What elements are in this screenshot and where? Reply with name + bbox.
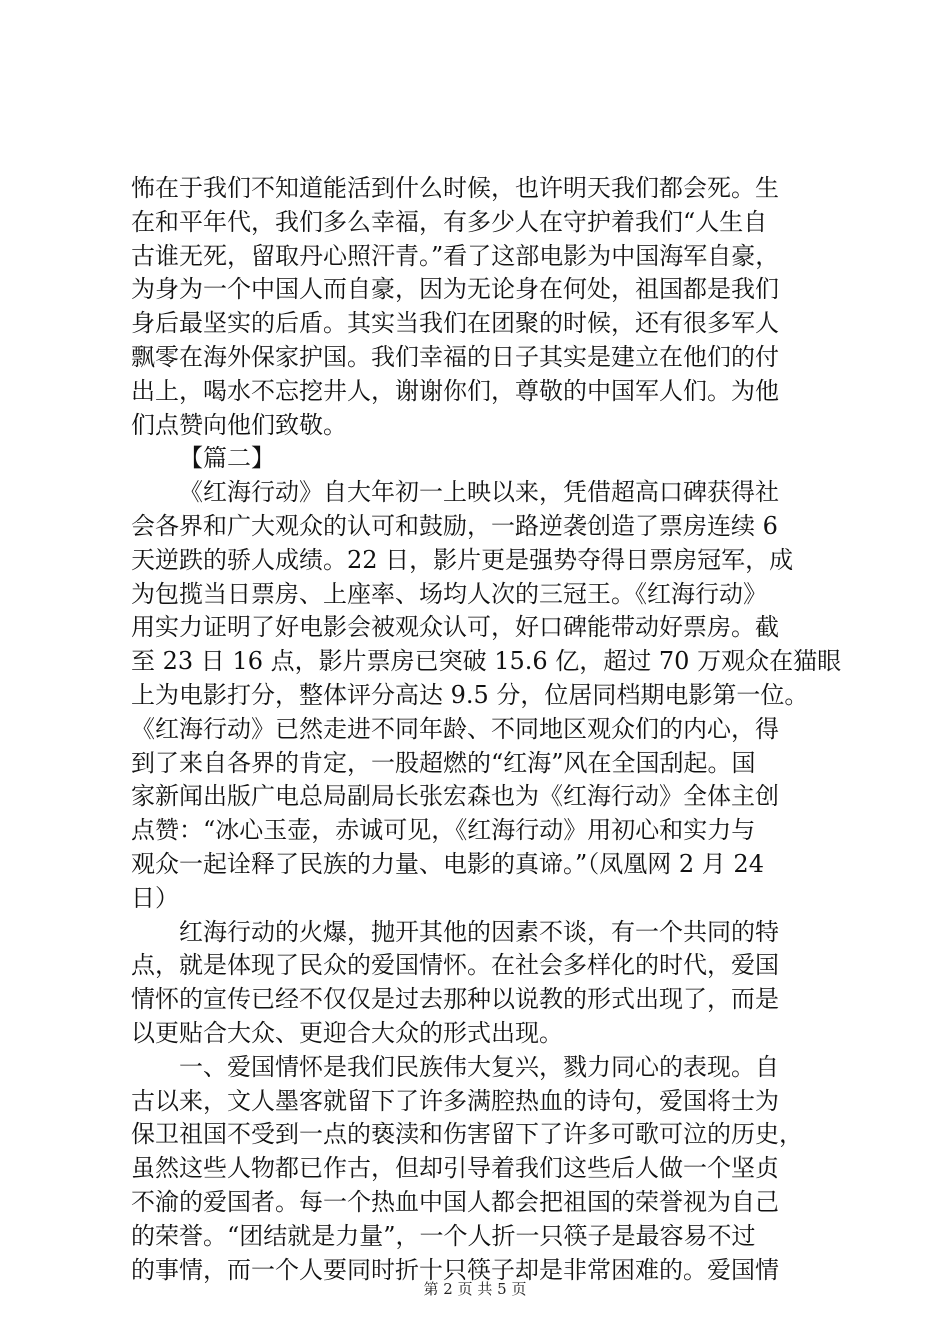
text-line: 飘零在海外保家护国。我们幸福的日子其实是建立在他们的付: [131, 342, 779, 371]
text-line: 观众一起诠释了民族的力量、电影的真谛。”（凤凰网 2 月 24: [131, 849, 764, 878]
text-line: 不渝的爱国者。每一个热血中国人都会把祖国的荣誉视为自己: [131, 1187, 779, 1216]
text-line: 保卫祖国不受到一点的亵渎和伤害留下了许多可歌可泣的历史，: [131, 1120, 803, 1149]
text-line: 到了来自各界的肯定，一股超燃的“红海”风在全国刮起。国: [131, 748, 756, 777]
text-line: 们点赞向他们致敬。: [131, 410, 347, 439]
text-line: 日）: [131, 883, 179, 912]
text-line: 为包揽当日票房、上座率、场均人次的三冠王。《红海行动》: [131, 579, 767, 608]
text-line: 出上，喝水不忘挖井人，谢谢你们，尊敬的中国军人们。为他: [131, 376, 779, 405]
text-line: 以更贴合大众、更迎合大众的形式出现。: [131, 1018, 563, 1047]
text-line: 身后最坚实的后盾。其实当我们在团聚的时候，还有很多军人: [131, 309, 779, 338]
page-number: 第 2 页 共 5 页: [423, 1280, 527, 1298]
text-line: 上为电影打分，整体评分高达 9.5 分，位居同档期电影第一位。: [131, 680, 809, 709]
text-line: 的事情，而一个人要同时折十只筷子却是非常困难的。爱国情: [131, 1255, 779, 1284]
page-footer: [0, 1279, 950, 1299]
text-line: 在和平年代，我们多么幸福，有多少人在守护着我们“人生自: [131, 207, 768, 236]
section-heading: 【篇二】: [179, 444, 275, 473]
text-line: 《红海行动》自大年初一上映以来，凭借超高口碑获得社: [179, 478, 779, 507]
text-line: 家新闻出版广电总局副局长张宏森也为《红海行动》全体主创: [131, 782, 779, 811]
text-line: 用实力证明了好电影会被观众认可，好口碑能带动好票房。截: [131, 613, 779, 642]
text-line: 的荣誉。“团结就是力量”，一个人折一只筷子是最容易不过: [131, 1221, 756, 1250]
text-line: 天逆跌的骄人成绩。22 日，影片更是强势夺得日票房冠军，成: [131, 545, 794, 574]
text-line: 点赞：“冰心玉壶，赤诚可见，《红海行动》用初心和实力与: [131, 816, 756, 845]
text-line: 至 23 日 16 点，影片票房已突破 15.6 亿，超过 70 万观众在猫眼: [131, 647, 842, 676]
text-line: 虽然这些人物都已作古，但却引导着我们这些后人做一个坚贞: [131, 1154, 779, 1183]
text-line: 怖在于我们不知道能活到什么时候，也许明天我们都会死。生: [131, 174, 779, 202]
text-line: 古以来，文人墨客就留下了许多满腔热血的诗句，爱国将士为: [131, 1086, 779, 1115]
document-body: [131, 172, 842, 1287]
text-line: 一、爱国情怀是我们民族伟大复兴，戮力同心的表现。自: [179, 1052, 779, 1081]
text-line: 为身为一个中国人而自豪，因为无论身在何处，祖国都是我们: [131, 275, 779, 304]
text-line: 《红海行动》已然走进不同年龄、不同地区观众们的内心，得: [131, 714, 779, 743]
text-line: 点，就是体现了民众的爱国情怀。在社会多样化的时代，爱国: [131, 951, 779, 980]
text-line: 红海行动的火爆，抛开其他的因素不谈，有一个共同的特: [179, 917, 779, 946]
text-line: 情怀的宣传已经不仅仅是过去那种以说教的形式出现了，而是: [131, 985, 779, 1014]
text-line: 会各界和广大观众的认可和鼓励，一路逆袭创造了票房连续 6: [131, 511, 778, 540]
text-line: 古谁无死，留取丹心照汗青。”看了这部电影为中国海军自豪，: [131, 241, 780, 270]
